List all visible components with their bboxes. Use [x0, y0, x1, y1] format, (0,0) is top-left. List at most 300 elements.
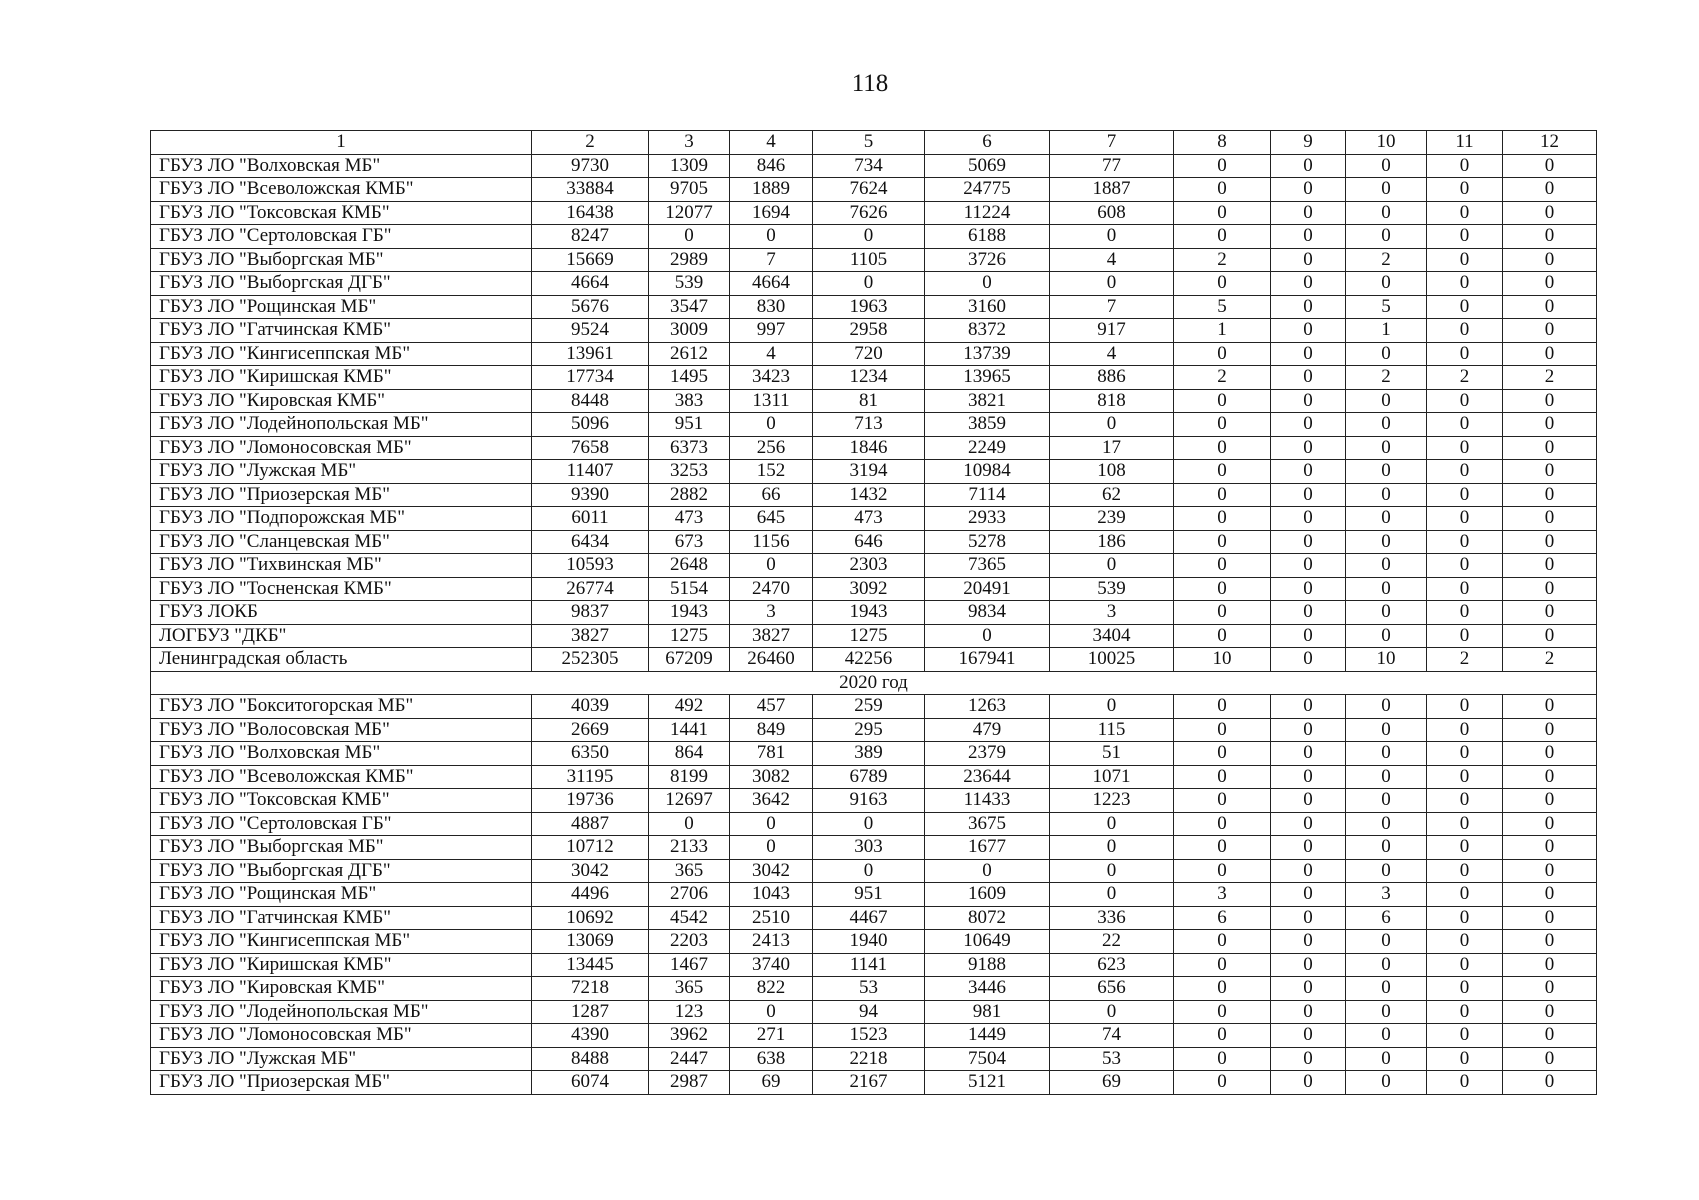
institution-name: ГБУЗ ЛО "Лодейнопольская МБ": [151, 413, 532, 437]
table-cell: 2987: [649, 1071, 730, 1095]
table-row: [151, 953, 1597, 977]
table-cell: 0: [1427, 460, 1503, 484]
table-row: [151, 1024, 1597, 1048]
table-row: [151, 248, 1597, 272]
table-cell: 0: [1271, 883, 1346, 907]
table-cell: 0: [1427, 953, 1503, 977]
table-cell: 0: [1346, 389, 1427, 413]
table-cell: 4: [1050, 248, 1174, 272]
table-cell: 4467: [813, 906, 925, 930]
table-cell: 0: [1271, 577, 1346, 601]
table-cell: 0: [1174, 695, 1271, 719]
table-cell: 0: [1503, 953, 1597, 977]
table-cell: 239: [1050, 507, 1174, 531]
table-cell: 383: [649, 389, 730, 413]
institution-name: ГБУЗ ЛО "Выборгская МБ": [151, 248, 532, 272]
table-cell: 2648: [649, 554, 730, 578]
table-cell: 17: [1050, 436, 1174, 460]
table-row: [151, 765, 1597, 789]
table-row: [151, 507, 1597, 531]
table-cell: 295: [813, 718, 925, 742]
table-cell: 7218: [532, 977, 649, 1001]
table-cell: 8448: [532, 389, 649, 413]
table-cell: 0: [1427, 742, 1503, 766]
table-cell: 69: [1050, 1071, 1174, 1095]
table-row: [151, 624, 1597, 648]
table-cell: 0: [1427, 695, 1503, 719]
table-cell: 0: [1503, 718, 1597, 742]
table-cell: 981: [925, 1000, 1050, 1024]
table-cell: 1: [1174, 319, 1271, 343]
table-cell: 62: [1050, 483, 1174, 507]
table-cell: 0: [1174, 977, 1271, 1001]
table-cell: 0: [1427, 812, 1503, 836]
table-row: [151, 436, 1597, 460]
table-cell: 0: [1174, 436, 1271, 460]
table-cell: 3: [1174, 883, 1271, 907]
table-cell: 9730: [532, 154, 649, 178]
table-cell: 0: [1174, 742, 1271, 766]
table-cell: 0: [1346, 742, 1427, 766]
institution-name: ГБУЗ ЛО "Волховская МБ": [151, 742, 532, 766]
table-cell: 0: [1271, 201, 1346, 225]
table-cell: 271: [730, 1024, 813, 1048]
table-cell: 5096: [532, 413, 649, 437]
table-cell: 16438: [532, 201, 649, 225]
table-cell: 997: [730, 319, 813, 343]
table-cell: 0: [1346, 977, 1427, 1001]
table-cell: 1467: [649, 953, 730, 977]
table-cell: 0: [1346, 789, 1427, 813]
table-cell: 0: [1427, 389, 1503, 413]
table-cell: 0: [1271, 272, 1346, 296]
table-cell: 0: [1346, 859, 1427, 883]
table-cell: 5154: [649, 577, 730, 601]
table-cell: 4496: [532, 883, 649, 907]
table-cell: 51: [1050, 742, 1174, 766]
table-cell: 479: [925, 718, 1050, 742]
table-cell: 0: [1346, 577, 1427, 601]
table-cell: 1223: [1050, 789, 1174, 813]
table-cell: 0: [1503, 812, 1597, 836]
table-cell: 473: [649, 507, 730, 531]
table-cell: 8372: [925, 319, 1050, 343]
table-cell: 3821: [925, 389, 1050, 413]
table-cell: 0: [1503, 859, 1597, 883]
table-cell: 0: [1427, 154, 1503, 178]
table-cell: 0: [730, 836, 813, 860]
table-cell: 0: [1503, 295, 1597, 319]
table-cell: 0: [1346, 342, 1427, 366]
table-row: [151, 178, 1597, 202]
table-cell: 389: [813, 742, 925, 766]
table-cell: 0: [1503, 436, 1597, 460]
table-cell: 0: [1174, 483, 1271, 507]
table-cell: 0: [649, 812, 730, 836]
table-cell: 2: [1174, 248, 1271, 272]
table-cell: 3827: [532, 624, 649, 648]
table-cell: 4887: [532, 812, 649, 836]
table-cell: 33884: [532, 178, 649, 202]
table-cell: 11433: [925, 789, 1050, 813]
table-cell: 864: [649, 742, 730, 766]
table-cell: 1105: [813, 248, 925, 272]
table-cell: 2: [1346, 248, 1427, 272]
table-cell: 0: [1427, 272, 1503, 296]
table-cell: 886: [1050, 366, 1174, 390]
column-header: 7: [1050, 131, 1174, 155]
table-cell: 0: [1427, 225, 1503, 249]
table-cell: 818: [1050, 389, 1174, 413]
table-cell: 1071: [1050, 765, 1174, 789]
table-cell: 645: [730, 507, 813, 531]
table-cell: 11224: [925, 201, 1050, 225]
institution-name: ГБУЗ ЛО "Ломоносовская МБ": [151, 436, 532, 460]
table-cell: 0: [1427, 178, 1503, 202]
institution-name: ГБУЗ ЛО "Ломоносовская МБ": [151, 1024, 532, 1048]
table-cell: 0: [1346, 836, 1427, 860]
table-cell: 0: [1174, 342, 1271, 366]
table-cell: 13961: [532, 342, 649, 366]
table-cell: 0: [1503, 742, 1597, 766]
table-cell: 186: [1050, 530, 1174, 554]
table-cell: 4390: [532, 1024, 649, 1048]
institution-name: ГБУЗ ЛО "Кировская КМБ": [151, 389, 532, 413]
column-header: 5: [813, 131, 925, 155]
table-cell: 6074: [532, 1071, 649, 1095]
institution-name: ГБУЗ ЛО "Сланцевская МБ": [151, 530, 532, 554]
table-cell: 0: [1174, 1047, 1271, 1071]
table-cell: 0: [1346, 201, 1427, 225]
table-row: [151, 1047, 1597, 1071]
table-cell: 0: [1174, 812, 1271, 836]
table-cell: 0: [1271, 906, 1346, 930]
table-cell: 0: [1427, 977, 1503, 1001]
table-cell: 10593: [532, 554, 649, 578]
table-cell: 13445: [532, 953, 649, 977]
table-cell: 0: [1271, 460, 1346, 484]
table-cell: 2669: [532, 718, 649, 742]
table-cell: 0: [925, 624, 1050, 648]
table-cell: 0: [1503, 389, 1597, 413]
table-cell: 2249: [925, 436, 1050, 460]
table-cell: 0: [1271, 554, 1346, 578]
table-row: [151, 718, 1597, 742]
table-cell: 734: [813, 154, 925, 178]
institution-name: ГБУЗ ЛОКБ: [151, 601, 532, 625]
year-label: 2020 год: [151, 671, 1597, 695]
table-cell: 19736: [532, 789, 649, 813]
table-cell: 4039: [532, 695, 649, 719]
table-cell: 0: [1050, 272, 1174, 296]
table-body: [151, 131, 1597, 1095]
institution-name: ГБУЗ ЛО "Выборгская МБ": [151, 836, 532, 860]
table-cell: 7365: [925, 554, 1050, 578]
table-cell: 0: [1427, 342, 1503, 366]
table-cell: 0: [1346, 507, 1427, 531]
table-cell: 6188: [925, 225, 1050, 249]
table-cell: 1943: [813, 601, 925, 625]
table-row: [151, 154, 1597, 178]
institution-name: ГБУЗ ЛО "Выборгская ДГБ": [151, 272, 532, 296]
table-cell: 0: [1427, 1000, 1503, 1024]
table-cell: 0: [1346, 601, 1427, 625]
table-cell: 0: [1174, 1000, 1271, 1024]
table-cell: 26460: [730, 648, 813, 672]
table-cell: 0: [1271, 695, 1346, 719]
table-cell: 3082: [730, 765, 813, 789]
table-cell: 22: [1050, 930, 1174, 954]
institution-name: ГБУЗ ЛО "Киришская КМБ": [151, 366, 532, 390]
table-cell: 0: [1271, 319, 1346, 343]
table-cell: 0: [1427, 413, 1503, 437]
table-cell: 0: [1427, 1047, 1503, 1071]
table-cell: 9390: [532, 483, 649, 507]
table-cell: 0: [1503, 930, 1597, 954]
table-cell: 66: [730, 483, 813, 507]
institution-name: ГБУЗ ЛО "Приозерская МБ": [151, 1071, 532, 1095]
institution-name: ГБУЗ ЛО "Кингисеппская МБ": [151, 930, 532, 954]
table-cell: 0: [1427, 930, 1503, 954]
table-cell: 1263: [925, 695, 1050, 719]
table-cell: 9188: [925, 953, 1050, 977]
table-cell: 0: [1346, 154, 1427, 178]
table-cell: 1449: [925, 1024, 1050, 1048]
table-cell: 0: [1174, 789, 1271, 813]
table-cell: 0: [730, 413, 813, 437]
table-cell: 457: [730, 695, 813, 719]
table-cell: 5676: [532, 295, 649, 319]
table-cell: 6373: [649, 436, 730, 460]
table-cell: 0: [1427, 765, 1503, 789]
table-cell: 0: [1503, 272, 1597, 296]
table-cell: 1943: [649, 601, 730, 625]
table-cell: 638: [730, 1047, 813, 1071]
table-cell: 13965: [925, 366, 1050, 390]
table-cell: 0: [1050, 883, 1174, 907]
table-cell: 0: [1503, 977, 1597, 1001]
table-cell: 1309: [649, 154, 730, 178]
table-cell: 0: [1427, 624, 1503, 648]
table-cell: 608: [1050, 201, 1174, 225]
table-cell: 0: [730, 1000, 813, 1024]
table-cell: 0: [1174, 577, 1271, 601]
table-cell: 0: [1503, 789, 1597, 813]
table-cell: 0: [1271, 1000, 1346, 1024]
table-cell: 3642: [730, 789, 813, 813]
table-cell: 0: [1050, 1000, 1174, 1024]
table-cell: 0: [813, 272, 925, 296]
table-cell: 0: [1174, 601, 1271, 625]
table-cell: 4664: [532, 272, 649, 296]
table-cell: 0: [1271, 342, 1346, 366]
table-cell: 0: [1346, 695, 1427, 719]
table-cell: 53: [813, 977, 925, 1001]
table-cell: 9834: [925, 601, 1050, 625]
institution-name: ГБУЗ ЛО "Волосовская МБ": [151, 718, 532, 742]
table-cell: 0: [1427, 507, 1503, 531]
table-cell: 26774: [532, 577, 649, 601]
table-cell: 2882: [649, 483, 730, 507]
table-cell: 0: [1050, 554, 1174, 578]
table-cell: 3: [730, 601, 813, 625]
table-cell: 24775: [925, 178, 1050, 202]
table-cell: 0: [1271, 389, 1346, 413]
table-cell: 69: [730, 1071, 813, 1095]
table-cell: 2133: [649, 836, 730, 860]
table-cell: 0: [1503, 624, 1597, 648]
table-cell: 3009: [649, 319, 730, 343]
table-row: [151, 319, 1597, 343]
table-cell: 3042: [532, 859, 649, 883]
table-cell: 3253: [649, 460, 730, 484]
table-cell: 0: [1271, 765, 1346, 789]
institution-name: ГБУЗ ЛО "Лодейнопольская МБ": [151, 1000, 532, 1024]
table-cell: 9837: [532, 601, 649, 625]
table-cell: 11407: [532, 460, 649, 484]
table-cell: 0: [1346, 460, 1427, 484]
table-cell: 1141: [813, 953, 925, 977]
table-cell: 720: [813, 342, 925, 366]
table-cell: 0: [1503, 1047, 1597, 1071]
table-cell: 5: [1346, 295, 1427, 319]
table-cell: 13069: [532, 930, 649, 954]
table-cell: 0: [1174, 225, 1271, 249]
table-cell: 365: [649, 859, 730, 883]
table-cell: 0: [1346, 413, 1427, 437]
table-cell: 0: [1174, 953, 1271, 977]
table-cell: 623: [1050, 953, 1174, 977]
table-cell: 0: [1174, 413, 1271, 437]
table-cell: 1889: [730, 178, 813, 202]
table-cell: 0: [1346, 953, 1427, 977]
table-cell: 2612: [649, 342, 730, 366]
table-cell: 3092: [813, 577, 925, 601]
table-cell: 917: [1050, 319, 1174, 343]
table-cell: 0: [1346, 1024, 1427, 1048]
table-cell: 0: [1427, 1071, 1503, 1095]
year-divider-row: [151, 671, 1597, 695]
statistics-table: [150, 130, 1597, 1095]
table-cell: 0: [1174, 460, 1271, 484]
table-cell: 0: [1346, 225, 1427, 249]
table-cell: 0: [1503, 883, 1597, 907]
table-cell: 2: [1503, 648, 1597, 672]
institution-name: ГБУЗ ЛО "Киришская КМБ": [151, 953, 532, 977]
table-cell: 0: [730, 225, 813, 249]
table-cell: 0: [1346, 718, 1427, 742]
table-cell: 0: [1271, 742, 1346, 766]
table-cell: 0: [1427, 248, 1503, 272]
table-cell: 5278: [925, 530, 1050, 554]
institution-name: ГБУЗ ЛО "Гатчинская КМБ": [151, 319, 532, 343]
table-cell: 0: [1503, 530, 1597, 554]
table-cell: 303: [813, 836, 925, 860]
table-cell: 0: [1050, 695, 1174, 719]
table-cell: 0: [1503, 460, 1597, 484]
institution-name: ГБУЗ ЛО "Рощинская МБ": [151, 883, 532, 907]
table-cell: 0: [1503, 601, 1597, 625]
table-cell: 0: [1271, 1024, 1346, 1048]
table-cell: 0: [1271, 483, 1346, 507]
table-cell: 0: [1346, 812, 1427, 836]
table-cell: 0: [1271, 295, 1346, 319]
table-cell: 3547: [649, 295, 730, 319]
table-cell: 2933: [925, 507, 1050, 531]
table-cell: 15669: [532, 248, 649, 272]
table-cell: 53: [1050, 1047, 1174, 1071]
table-row: [151, 413, 1597, 437]
table-cell: 0: [1271, 789, 1346, 813]
institution-name: Ленинградская область: [151, 648, 532, 672]
table-cell: 167941: [925, 648, 1050, 672]
table-cell: 830: [730, 295, 813, 319]
table-cell: 0: [1271, 530, 1346, 554]
table-cell: 0: [1174, 930, 1271, 954]
table-row: [151, 601, 1597, 625]
table-cell: 0: [1427, 436, 1503, 460]
table-cell: 0: [1503, 483, 1597, 507]
table-cell: 6: [1174, 906, 1271, 930]
table-cell: 2167: [813, 1071, 925, 1095]
table-cell: 3: [1050, 601, 1174, 625]
table-cell: 256: [730, 436, 813, 460]
table-row: [151, 1071, 1597, 1095]
table-cell: 0: [1427, 906, 1503, 930]
table-row: [151, 225, 1597, 249]
table-cell: 67209: [649, 648, 730, 672]
table-cell: 115: [1050, 718, 1174, 742]
table-row: [151, 201, 1597, 225]
table-cell: 17734: [532, 366, 649, 390]
table-cell: 0: [1427, 319, 1503, 343]
table-cell: 0: [1346, 530, 1427, 554]
table-cell: 0: [1174, 836, 1271, 860]
table-cell: 0: [1346, 178, 1427, 202]
table-cell: 10649: [925, 930, 1050, 954]
table-cell: 3962: [649, 1024, 730, 1048]
table-cell: 0: [1271, 930, 1346, 954]
table-cell: 31195: [532, 765, 649, 789]
table-cell: 10025: [1050, 648, 1174, 672]
table-cell: 849: [730, 718, 813, 742]
table-cell: 822: [730, 977, 813, 1001]
table-cell: 10692: [532, 906, 649, 930]
table-row: [151, 530, 1597, 554]
table-cell: 0: [730, 554, 813, 578]
table-cell: 0: [1346, 1071, 1427, 1095]
table-cell: 4664: [730, 272, 813, 296]
table-cell: 1523: [813, 1024, 925, 1048]
table-cell: 0: [649, 225, 730, 249]
table-cell: 10712: [532, 836, 649, 860]
table-cell: 2510: [730, 906, 813, 930]
table-cell: 3740: [730, 953, 813, 977]
table-cell: 0: [1427, 554, 1503, 578]
table-cell: 2706: [649, 883, 730, 907]
table-cell: 0: [1503, 1024, 1597, 1048]
table-cell: 951: [649, 413, 730, 437]
institution-name: ГБУЗ ЛО "Тосненская КМБ": [151, 577, 532, 601]
table-cell: 0: [1346, 272, 1427, 296]
table-cell: 1: [1346, 319, 1427, 343]
table-cell: 1043: [730, 883, 813, 907]
table-cell: 3726: [925, 248, 1050, 272]
table-cell: 1495: [649, 366, 730, 390]
table-cell: 0: [1174, 765, 1271, 789]
table-cell: 4: [730, 342, 813, 366]
table-cell: 846: [730, 154, 813, 178]
